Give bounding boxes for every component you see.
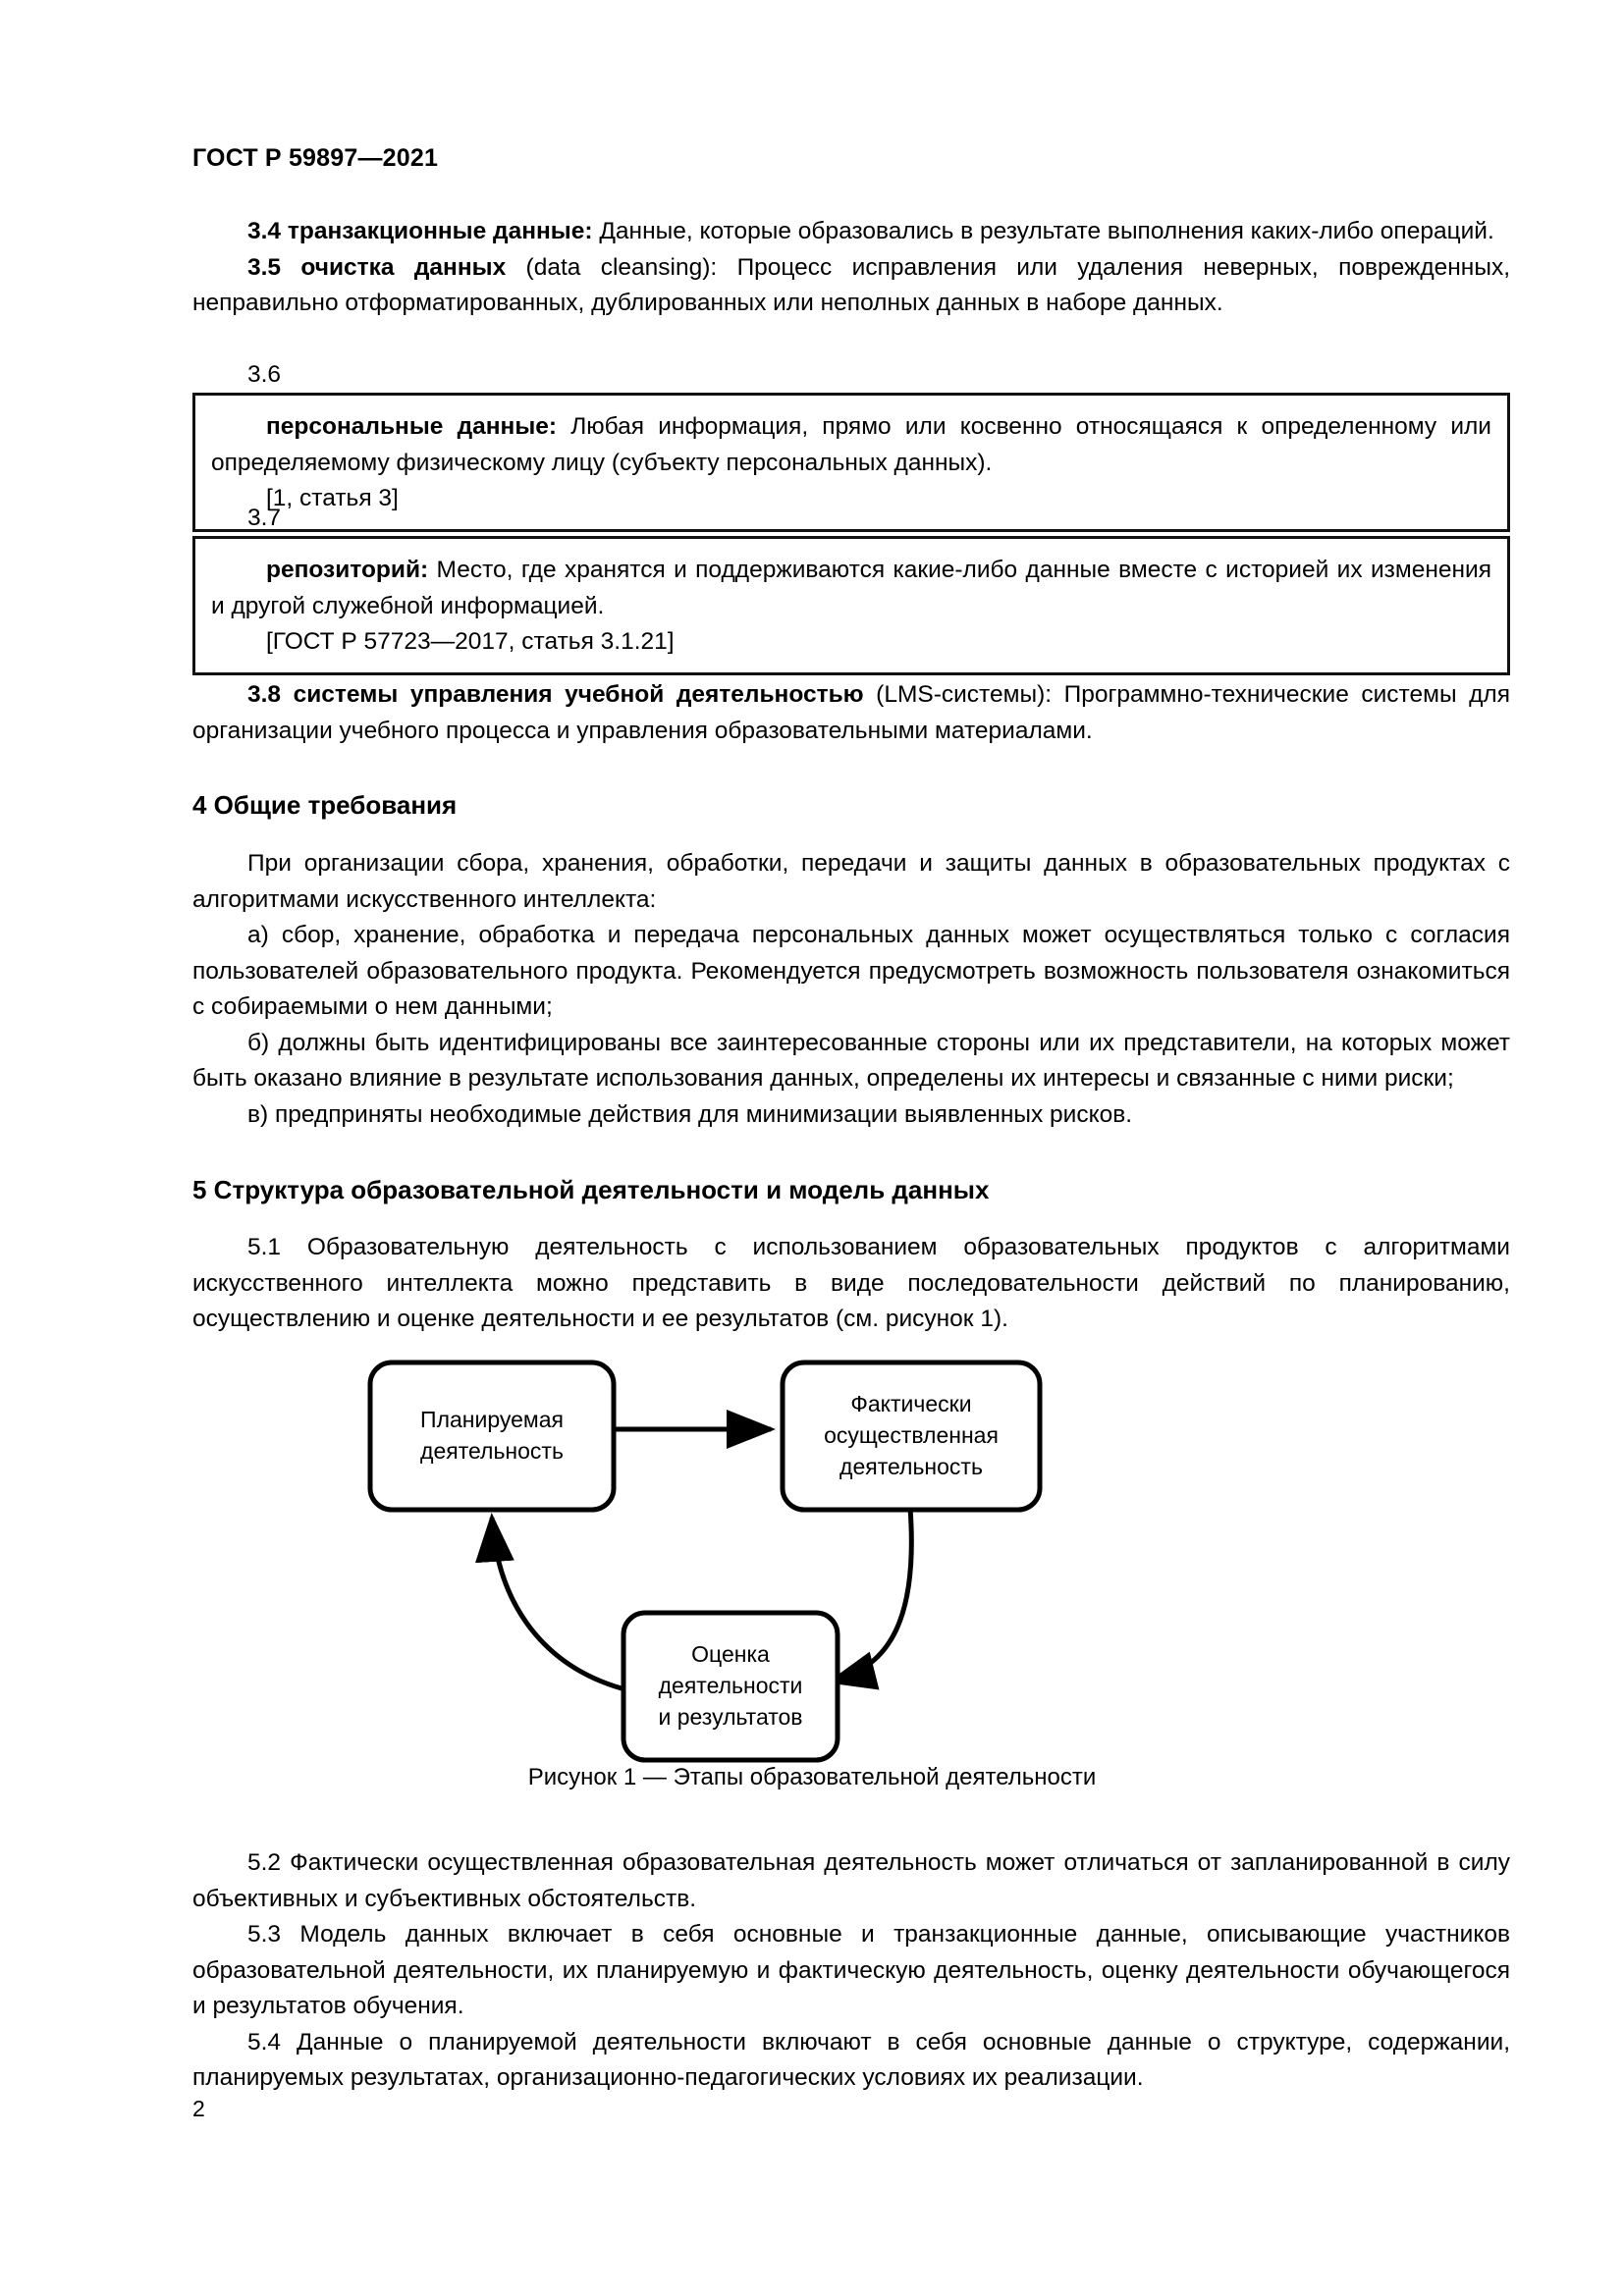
term-3-5-definition: : Процесс исправления или удаления неверных, поврежденных, неправильно отформатированных, дублированных или неполных данных в наборе данных. bbox=[192, 253, 1510, 316]
term-3-8-definition: : Программно-технические системы для организации учебного процесса и управления образовательными материалами. bbox=[192, 681, 1510, 744]
section-4-item-b: б) должны быть идентифицированы все заинтересованные стороны или их представители, на которых может быть оказано влияние в результате использования данных, определены их интересы и связанные с ними риски; bbox=[192, 1029, 1510, 1092]
term-3-6-number: 3.6 bbox=[247, 361, 282, 388]
term-3-5-english: (data cleansing) bbox=[506, 253, 711, 281]
term-3-7-number-line bbox=[192, 501, 1510, 537]
heading-section-4: 4 Общие требования bbox=[192, 790, 458, 820]
section-4-intro: При организации сбора, хранения, обработки, передачи и защиты данных в образовательных продуктах с алгоритмами искусственного интеллекта: bbox=[192, 850, 1510, 913]
framed-3-7-definition: Место, где хранятся и поддерживаются какие-либо данные вместе с историей их изменения и другой служебной информацией. bbox=[211, 557, 1491, 619]
term-3-7-number: 3.7 bbox=[247, 505, 282, 531]
document-header: ГОСТ Р 59897—2021 bbox=[192, 144, 439, 172]
section-4-item-v: в) предприняты необходимые действия для минимизации выявленных рисков. bbox=[247, 1100, 1133, 1128]
section-5-paragraphs bbox=[192, 1845, 1510, 2097]
figure-node-actual-line-2: осуществленная bbox=[824, 1422, 999, 1448]
term-3-8-title: 3.8 системы управления учебной деятельностью bbox=[247, 681, 864, 708]
paragraph-5-3: 5.3 Модель данных включает в себя основные и транзакционные данные, описывающие участников образовательной деятельности, их планируемую и фактическую деятельность, оценку деятельности обучающегося и результатов обучения. bbox=[192, 1921, 1510, 2019]
framed-3-7-term: репозиторий: bbox=[266, 557, 429, 583]
term-3-8-body bbox=[192, 677, 1510, 749]
term-3-4 bbox=[192, 214, 1510, 250]
term-3-8 bbox=[192, 677, 1510, 749]
term-3-4-definition: Данные, которые образовались в результате выполнения каких-либо операций. bbox=[592, 218, 1494, 244]
framed-3-7-body bbox=[211, 553, 1491, 624]
section-4-item-a: а) сбор, хранение, обработка и передача персональных данных может осуществляться только с согласия пользователей образовательного продукта. Рекомендуется предусмотреть возможность пользователя ознакомиться с собираемыми о нем данными; bbox=[192, 922, 1510, 1020]
framed-definition-3-7 bbox=[192, 536, 1510, 675]
term-3-8-english: (LMS-системы) bbox=[863, 681, 1046, 708]
paragraph-5-1: 5.1 Образовательную деятельность с использованием образовательных продуктов с алгоритмами искусственного интеллекта можно представить в виде последовательности действий по планированию, осуществлению и оценке деятельности и ее результатов (см. рисунок 1). bbox=[192, 1234, 1510, 1332]
section-5-paragraph-5-1 bbox=[192, 1230, 1510, 1338]
framed-3-6-source: [1, статья 3] bbox=[266, 485, 399, 511]
figure-1-diagram bbox=[360, 1343, 1342, 1775]
page-number: 2 bbox=[192, 2096, 205, 2121]
figure-node-actual-line-3: деятельность bbox=[839, 1454, 983, 1479]
figure-1 bbox=[192, 1343, 1510, 1814]
figure-node-planned bbox=[370, 1362, 614, 1510]
figure-node-planned-line-1: Планируемая bbox=[420, 1407, 564, 1432]
framed-3-6-definition: Любая информация, прямо или косвенно относящаяся к определенному или определяемому физическому лицу (субъекту персональных данных). bbox=[211, 413, 1491, 476]
figure-node-planned-line-2: деятельность bbox=[420, 1438, 564, 1464]
framed-3-7-source: [ГОСТ Р 57723—2017, статья 3.1.21] bbox=[266, 628, 675, 655]
terms-3-4-3-5 bbox=[192, 214, 1510, 322]
framed-3-6-body bbox=[211, 409, 1491, 481]
term-3-5-title: 3.5 очистка данных bbox=[247, 253, 507, 281]
figure-node-assessment-line-3: и результатов bbox=[658, 1704, 803, 1730]
term-3-4-title: 3.4 транзакционные данные: bbox=[247, 218, 593, 244]
edge-assessment-to-planned bbox=[492, 1518, 622, 1688]
figure-node-assessment bbox=[623, 1613, 838, 1760]
paragraph-5-2: 5.2 Фактически осуществленная образовательная деятельность может отличаться от запланированной в силу объективных и субъективных обстоятельств. bbox=[192, 1849, 1510, 1912]
figure-node-assessment-line-2: деятельности bbox=[658, 1673, 803, 1698]
framed-3-6-term: персональные данные: bbox=[266, 413, 558, 440]
figure-node-actual-line-1: Фактически bbox=[850, 1391, 972, 1416]
figure-1-caption: Рисунок 1 — Этапы образовательной деятельности bbox=[527, 1764, 1097, 1790]
figure-node-actual bbox=[783, 1362, 1040, 1510]
term-3-6-number-line bbox=[192, 357, 1510, 394]
edge-actual-to-assessment bbox=[832, 1508, 911, 1682]
term-3-5 bbox=[192, 250, 1510, 322]
heading-section-5: 5 Структура образовательной деятельности и модель данных bbox=[192, 1175, 990, 1204]
figure-node-assessment-line-1: Оценка bbox=[691, 1641, 770, 1667]
section-4-body bbox=[192, 846, 1510, 1133]
paragraph-5-4: 5.4 Данные о планируемой деятельности включают в себя основные данные о структуре, содержании, планируемых результатах, организационно-педагогических условиях их реализации. bbox=[192, 2028, 1510, 2091]
